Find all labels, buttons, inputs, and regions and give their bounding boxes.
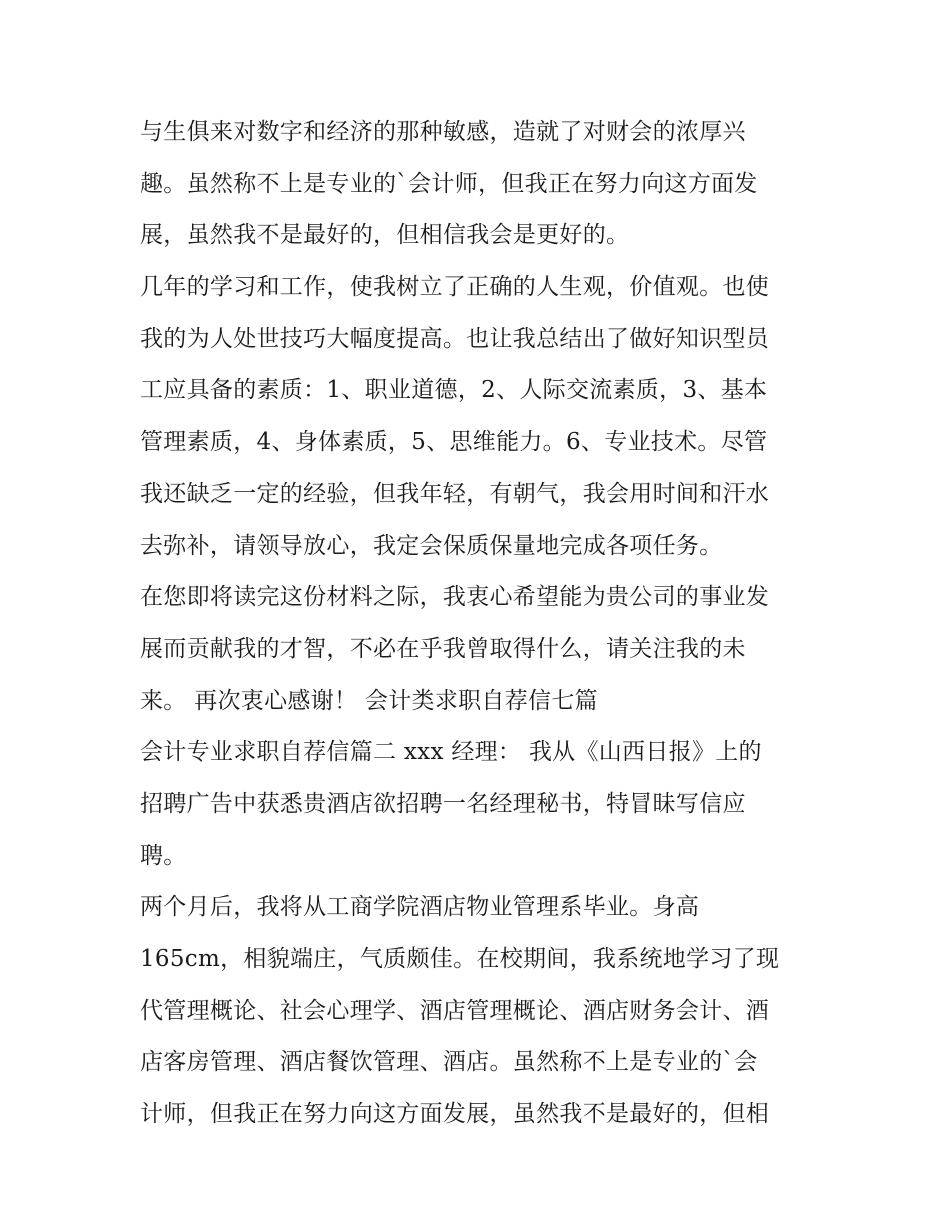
- text-line: 几年的学习和工作，使我树立了正确的人生观，价值观。也使: [140, 274, 770, 301]
- text-line: 展而贡献我的才智，不必在乎我曾取得什么，请关注我的未: [140, 635, 746, 662]
- text-line: 165cm，相貌端庄，气质颇佳。在校期间，我系统地学习了现: [140, 946, 780, 972]
- text-line: 计师，但我正在努力向这方面发展，虽然我不是最好的，但相: [140, 1101, 770, 1128]
- text-line: 来。 再次衷心感谢！ 会计类求职自荐信七篇: [140, 687, 598, 714]
- text-line: 工应具备的素质：1、职业道德，2、人际交流素质，3、基本: [140, 377, 768, 404]
- text-line: 去弥补，请领导放心，我定会保质保量地完成各项任务。: [140, 532, 723, 559]
- text-line: 会计专业求职自荐信篇二 xxx 经理： 我从《山西日报》上的: [140, 739, 762, 766]
- text-line: 店客房管理、酒店餐饮管理、酒店。虽然称不上是专业的`会: [140, 1049, 758, 1076]
- text-line: 代管理概论、社会心理学、酒店管理概论、酒店财务会计、酒: [140, 997, 770, 1024]
- text-line: 在您即将读完这份材料之际，我衷心希望能为贵公司的事业发: [140, 584, 770, 611]
- text-line: 聘。: [140, 842, 187, 869]
- text-line: 展，虽然我不是最好的，但相信我会是更好的。: [140, 222, 630, 249]
- text-line: 两个月后，我将从工商学院酒店物业管理系毕业。身高: [140, 894, 700, 921]
- text-line: 趣。虽然称不上是专业的`会计师，但我正在努力向这方面发: [140, 170, 758, 197]
- document-body: [140, 107, 820, 1141]
- text-line: 与生俱来对数字和经济的那种敏感，造就了对财会的浓厚兴: [140, 119, 746, 145]
- text-line: 管理素质，4、身体素质，5、思维能力。6、专业技术。尽管: [140, 429, 768, 456]
- text-line: 我还缺乏一定的经验，但我年轻，有朝气，我会用时间和汗水: [140, 480, 770, 507]
- text-line: 招聘广告中获悉贵酒店欲招聘一名经理秘书，特冒昧写信应: [140, 790, 746, 817]
- text-line: 我的为人处世技巧大幅度提高。也让我总结出了做好知识型员: [140, 325, 770, 352]
